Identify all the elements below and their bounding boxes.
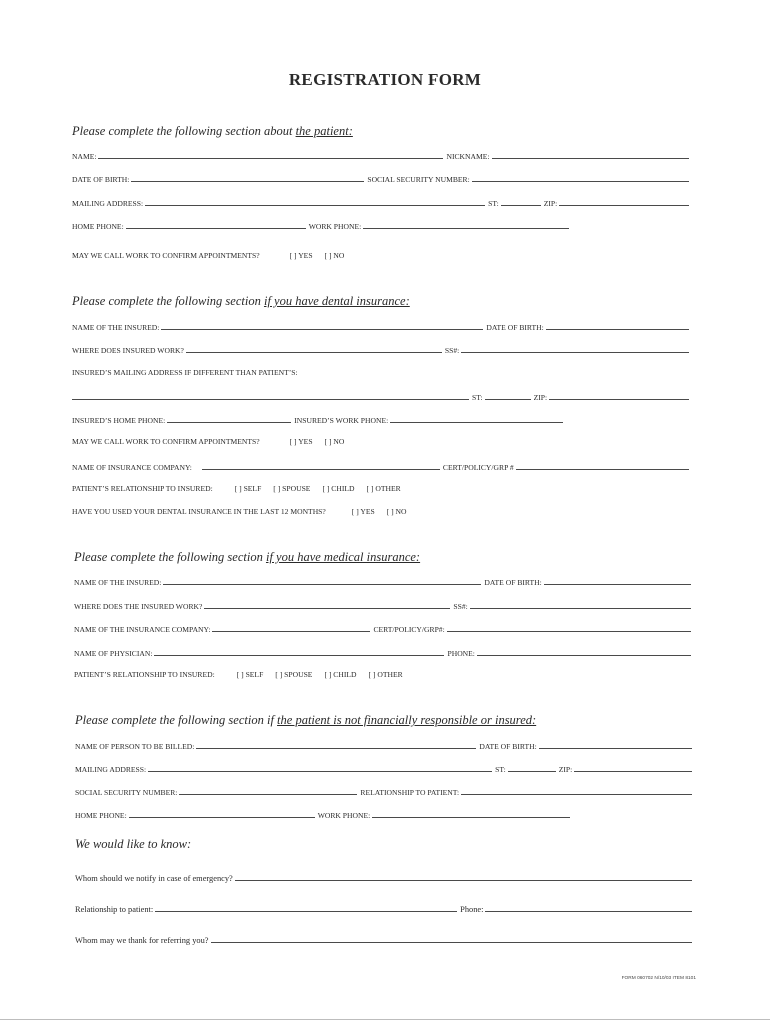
medical-heading-text: Please complete the following section [74,550,266,564]
dental-home-phone-label: INSURED’S HOME PHONE: [72,416,166,425]
dental-call-work-yes-checkbox[interactable]: [ ] YES [289,437,313,446]
medical-relationship-label: PATIENT’S RELATIONSHIP TO INSURED: [74,670,215,679]
medical-rel-spouse-checkbox[interactable]: [ ] SPOUSE [275,670,313,679]
patient-nickname-field[interactable] [492,150,690,159]
patient-call-work-yes-checkbox[interactable]: [ ] YES [289,251,313,260]
know-referral-field[interactable] [211,934,693,943]
medical-dob-field[interactable] [544,576,691,585]
patient-work-phone-label: WORK PHONE: [308,222,362,231]
medical-where-work-label: WHERE DOES THE INSURED WORK? [74,602,203,611]
dental-relationship-label: PATIENT’S RELATIONSHIP TO INSURED: [72,484,213,493]
medical-physician-row [74,647,694,659]
billing-mailing-row [75,763,695,775]
medical-company-row [74,623,694,635]
patient-call-work-no-checkbox[interactable]: [ ] NO [324,251,345,260]
patient-mailing-field[interactable] [145,197,485,206]
dental-relationship-row [72,484,401,496]
medical-rel-self-checkbox[interactable]: [ ] SELF [236,670,264,679]
billing-st-label: ST: [495,765,506,774]
billing-zip-label: ZIP: [558,765,573,774]
dental-used-12-label: HAVE YOU USED YOUR DENTAL INSURANCE IN THE LAST 12 MONTHS? [72,507,326,516]
billing-relationship-label: RELATIONSHIP TO PATIENT: [360,788,460,797]
medical-physician-label: NAME OF PHYSICIAN: [74,649,153,658]
dental-home-phone-field[interactable] [167,414,291,423]
billing-name-field[interactable] [196,740,476,749]
know-relationship-label: Relationship to patient: [75,905,154,914]
medical-phone-label: PHONE: [447,649,475,658]
patient-work-phone-field[interactable] [363,220,569,229]
dental-used-12-row [72,507,407,519]
billing-home-phone-field[interactable] [129,809,315,818]
dental-mailing-diff-label: INSURED’S MAILING ADDRESS IF DIFFERENT THAN PATIENT’S: [72,368,298,377]
patient-dob-label: DATE OF BIRTH: [72,175,130,184]
billing-ssn-field[interactable] [179,786,357,795]
dental-insured-name-label: NAME OF THE INSURED: [72,323,160,332]
billing-section-heading [75,713,536,728]
billing-ssn-row [75,786,695,798]
dental-where-work-row [72,344,692,356]
billing-home-phone-label: HOME PHONE: [75,811,127,820]
know-referral-label: Whom may we thank for referring you? [75,936,209,945]
dental-phone-row [72,414,566,426]
dental-used-yes-checkbox[interactable]: [ ] YES [351,507,375,516]
dental-ss-label: SS#: [444,346,460,355]
patient-mailing-row [72,197,692,209]
patient-home-phone-field[interactable] [126,220,306,229]
dental-dob-field[interactable] [546,321,689,330]
medical-cert-label: CERT/POLICY/GRP#: [373,625,445,634]
billing-heading-text: Please complete the following section if [75,713,278,727]
patient-dob-field[interactable] [131,173,364,182]
page-title: REGISTRATION FORM [288,70,482,89]
billing-work-phone-field[interactable] [372,809,570,818]
billing-relationship-field[interactable] [461,786,692,795]
billing-work-phone-label: WORK PHONE: [317,811,371,820]
know-emergency-label: Whom should we notify in case of emergency? [75,874,233,883]
billing-zip-field[interactable] [574,763,692,772]
dental-work-phone-label: INSURED’S WORK PHONE: [294,416,389,425]
patient-phone-row [72,220,572,232]
scan-edge-line [0,1019,770,1020]
know-relationship-row [75,903,695,915]
dental-heading-underlined: if you have dental insurance: [263,294,410,308]
know-phone-field[interactable] [485,903,692,912]
dental-rel-other-checkbox[interactable]: [ ] OTHER [366,484,401,493]
medical-physician-field[interactable] [154,647,444,656]
medical-company-label: NAME OF THE INSURANCE COMPANY: [74,625,211,634]
medical-company-field[interactable] [212,623,370,632]
patient-section-heading [72,124,353,139]
dental-call-work-label: MAY WE CALL WORK TO CONFIRM APPOINTMENTS? [72,437,260,446]
dental-company-row [72,461,692,473]
billing-name-row [75,740,695,752]
dental-company-label: NAME OF INSURANCE COMPANY: [72,463,192,472]
patient-call-work-row [72,251,344,263]
medical-rel-other-checkbox[interactable]: [ ] OTHER [368,670,403,679]
know-heading-text: We would like to know: [75,837,192,851]
dental-mailing-diff-row [72,368,298,380]
dental-zip-field[interactable] [549,391,689,400]
medical-where-work-row [74,600,694,612]
know-emergency-row [75,872,695,884]
billing-ssn-label: SOCIAL SECURITY NUMBER: [75,788,178,797]
know-referral-row [75,934,695,946]
dental-call-work-no-checkbox[interactable]: [ ] NO [324,437,345,446]
dental-work-phone-field[interactable] [390,414,563,423]
dental-call-work-row [72,437,344,449]
dental-insured-name-row [72,321,692,333]
dental-st-field[interactable] [485,391,531,400]
billing-st-field[interactable] [508,763,556,772]
patient-ssn-label: SOCIAL SECURITY NUMBER: [367,175,470,184]
medical-cert-field[interactable] [447,623,691,632]
dental-section-heading [72,294,410,309]
patient-name-label: NAME: [72,152,97,161]
patient-ssn-field[interactable] [472,173,689,182]
medical-relationship-row [74,670,403,682]
form-footer-code: FORM 060702 N/10/03 ITEM 8101 [621,976,696,981]
patient-st-label: ST: [488,199,499,208]
patient-zip-label: ZIP: [543,199,558,208]
dental-rel-spouse-checkbox[interactable]: [ ] SPOUSE [273,484,311,493]
medical-ss-field[interactable] [470,600,691,609]
dental-zip-label: ZIP: [533,393,548,402]
know-section-heading [75,837,191,852]
dental-used-no-checkbox[interactable]: [ ] NO [386,507,407,516]
medical-insured-name-label: NAME OF THE INSURED: [74,578,162,587]
patient-heading-underlined: the patient: [295,124,353,138]
patient-st-field[interactable] [501,197,541,206]
billing-heading-underlined: the patient is not financially responsible or insured: [277,713,537,727]
dental-where-work-field[interactable] [186,344,442,353]
patient-call-work-label: MAY WE CALL WORK TO CONFIRM APPOINTMENTS? [72,251,260,260]
patient-heading-text: Please complete the following section about [72,124,296,138]
dental-company-field[interactable] [202,461,440,470]
dental-st-label: ST: [472,393,483,402]
dental-insured-name-field[interactable] [161,321,483,330]
dental-rel-self-checkbox[interactable]: [ ] SELF [234,484,262,493]
medical-heading-underlined: if you have medical insurance: [265,550,421,564]
billing-dob-field[interactable] [539,740,692,749]
medical-ss-label: SS#: [453,602,468,611]
medical-section-heading [74,550,420,565]
dental-rel-child-checkbox[interactable]: [ ] CHILD [322,484,355,493]
dental-heading-text: Please complete the following section [72,294,264,308]
patient-zip-field[interactable] [559,197,689,206]
medical-insured-name-field[interactable] [163,576,481,585]
patient-nickname-label: NICKNAME: [446,152,490,161]
dental-address-row [72,391,692,403]
medical-phone-field[interactable] [477,647,691,656]
know-emergency-field[interactable] [235,872,692,881]
know-relationship-field[interactable] [155,903,457,912]
billing-mailing-label: MAILING ADDRESS: [75,765,147,774]
dental-address-field[interactable] [72,391,469,400]
dental-cert-label: CERT/POLICY/GRP # [442,463,514,472]
billing-dob-label: DATE OF BIRTH: [479,742,537,751]
dental-dob-label: DATE OF BIRTH: [486,323,544,332]
medical-rel-child-checkbox[interactable]: [ ] CHILD [324,670,357,679]
patient-name-row [72,150,692,162]
patient-name-field[interactable] [98,150,443,159]
dental-ss-field[interactable] [461,344,689,353]
medical-where-work-field[interactable] [204,600,450,609]
medical-dob-label: DATE OF BIRTH: [484,578,542,587]
billing-mailing-field[interactable] [148,763,492,772]
know-phone-label: Phone: [460,905,484,914]
billing-phone-row [75,809,573,821]
medical-insured-name-row [74,576,694,588]
patient-mailing-label: MAILING ADDRESS: [72,199,144,208]
patient-home-phone-label: HOME PHONE: [72,222,124,231]
dental-where-work-label: WHERE DOES INSURED WORK? [72,346,184,355]
billing-name-label: NAME OF PERSON TO BE BILLED: [75,742,195,751]
dental-cert-field[interactable] [516,461,689,470]
patient-dob-row [72,173,692,185]
